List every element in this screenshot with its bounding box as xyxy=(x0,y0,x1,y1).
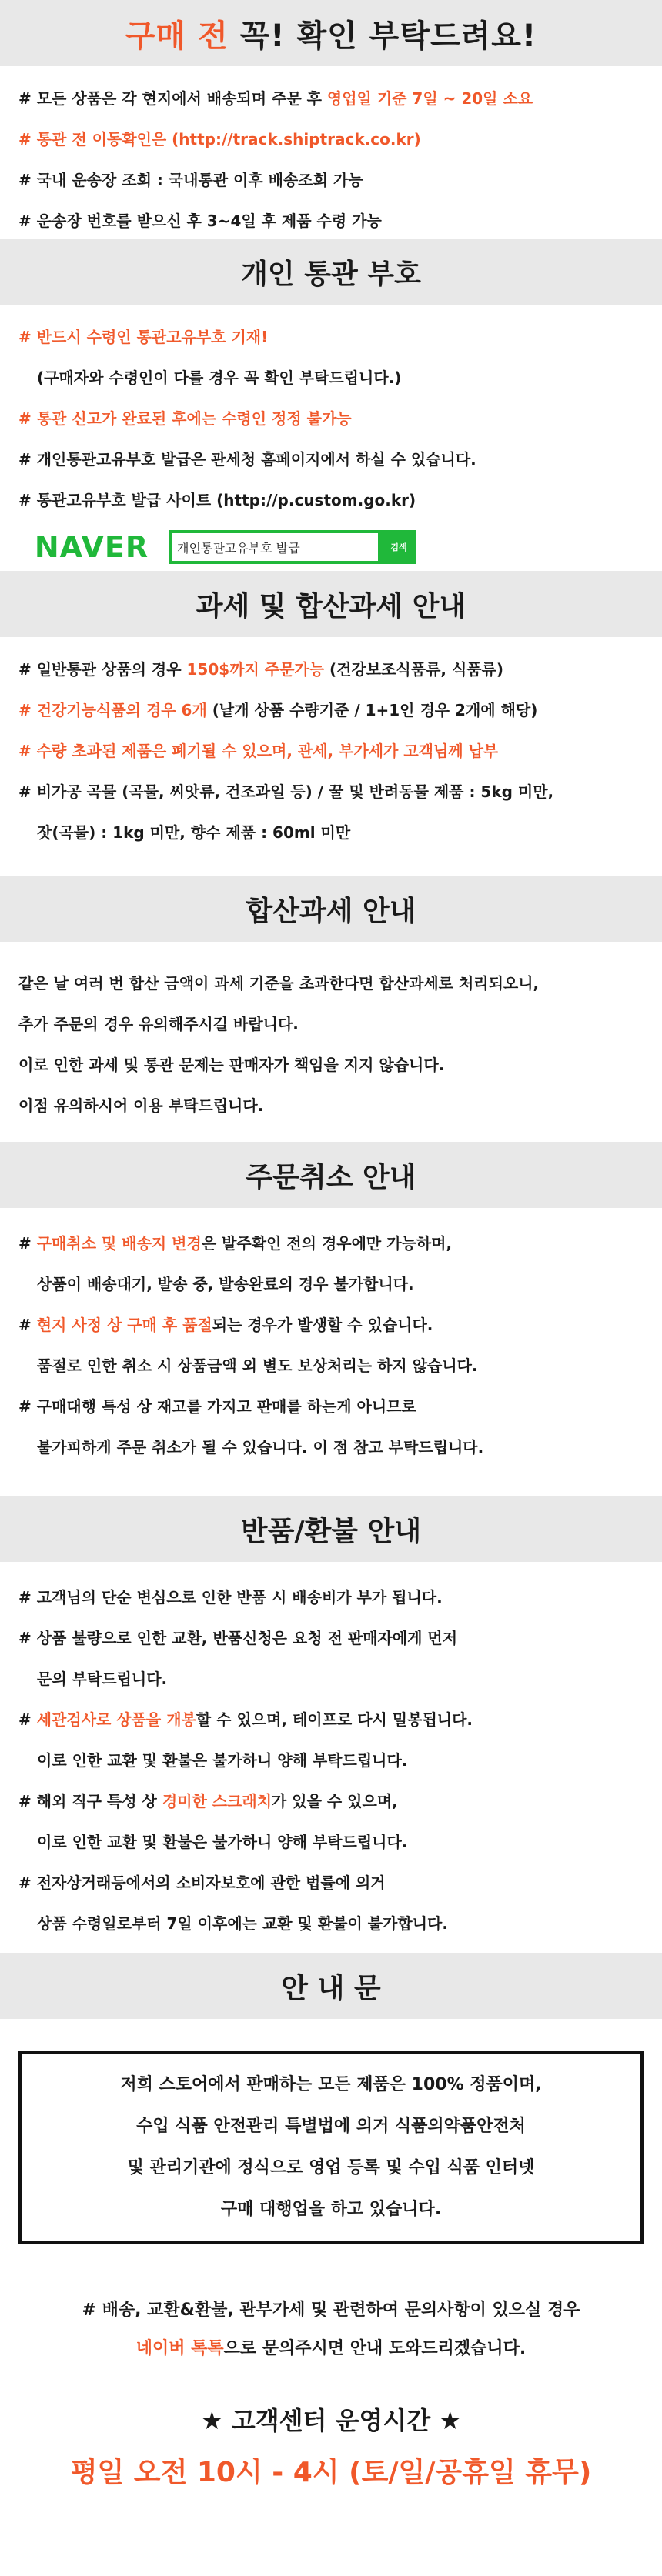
customs-title: 개인 통관 부호 xyxy=(241,258,421,290)
tax-line-2-highlight: # 건강기능식품의 경우 6개 xyxy=(18,701,207,719)
hours-value: 평일 오전 10시 - 4시 (토/일/공휴일 휴무) xyxy=(70,2457,592,2488)
business-hours xyxy=(0,2405,662,2490)
cancel-title: 주문취소 안내 xyxy=(246,1161,416,1193)
refund-line-6 xyxy=(18,1790,644,1812)
notice-box-line-3: 및 관리기관에 정식으로 영업 등록 및 수입 식품 인터넷 xyxy=(127,2158,535,2177)
naver-search-input: 개인통관고유부호 발급 xyxy=(169,530,381,564)
top-title-highlight: 구매 전 xyxy=(125,18,229,54)
refund-line-5: 이로 인한 교환 및 환불은 불가하니 양해 부탁드립니다. xyxy=(37,1751,408,1770)
refund-line-1: # 고객님의 단순 변심으로 인한 반품 시 배송비가 부가 됩니다. xyxy=(18,1588,443,1607)
cancel-line-3-bullet: # xyxy=(18,1316,37,1334)
cancel-header xyxy=(0,1142,662,1208)
naver-search-button: 검색 xyxy=(381,530,416,564)
tax-line-5: 잣(곡물) : 1kg 미만, 향수 제품 : 60ml 미만 xyxy=(37,823,351,842)
customs-line-5: # 통관고유부호 발급 사이트 (http://p.custom.go.kr) xyxy=(18,491,416,509)
refund-line-6-highlight: 경미한 스크래치 xyxy=(162,1792,272,1810)
top-line-2: # 통관 전 이동확인은 (http://track.shiptrack.co.kr) xyxy=(18,130,421,148)
combined-line-4: 이점 유의하시어 이용 부탁드립니다. xyxy=(18,1096,264,1115)
tax-line-1-rest: (건강보조식품류, 식품류) xyxy=(324,660,504,679)
combined-header xyxy=(0,876,662,942)
refund-line-4-bullet: # xyxy=(18,1710,37,1729)
hours-title: ★ 고객센터 운영시간 ★ xyxy=(200,2406,462,2435)
refund-line-8: # 전자상거래등에서의 소비자보호에 관한 법률에 의거 xyxy=(18,1874,386,1892)
cancel-line-5: # 구매대행 특성 상 재고를 가지고 판매를 하는게 아니므로 xyxy=(18,1397,416,1416)
notice-title: 안 내 문 xyxy=(281,1972,381,2004)
refund-line-4-highlight: 세관검사로 상품을 개봉 xyxy=(36,1710,196,1729)
top-title-rest: 꼭! 확인 부탁드려요! xyxy=(228,18,537,54)
notice-header xyxy=(0,1953,662,2019)
top-line-1-text: # 모든 상품은 각 현지에서 배송되며 주문 후 xyxy=(18,89,327,108)
top-line-3: # 국내 운송장 조회 : 국내통관 이후 배송조회 가능 xyxy=(18,171,363,189)
refund-section xyxy=(0,1562,662,1953)
combined-line-3: 이로 인한 과세 및 통관 문제는 판매자가 책임을 지지 않습니다. xyxy=(18,1056,445,1074)
combined-line-2: 추가 주문의 경우 유의해주시길 바랍니다. xyxy=(18,1015,299,1033)
top-line-1 xyxy=(18,88,644,109)
notice-box-line-4: 구매 대행업을 하고 있습니다. xyxy=(220,2200,442,2219)
tax-title: 과세 및 합산과세 안내 xyxy=(196,590,466,622)
tax-line-4: # 비가공 곡물 (곡물, 씨앗류, 건조과일 등) / 꿀 및 반려동물 제품 : 5kg 미만, xyxy=(18,782,554,801)
naver-logo: NAVER xyxy=(18,530,165,564)
refund-line-6-rest: 가 있을 수 있으며, xyxy=(272,1792,398,1810)
notice-box-line-2: 수입 식품 안전관리 특별법에 의거 식품의약품안전처 xyxy=(136,2117,526,2136)
refund-line-4 xyxy=(18,1709,644,1730)
customs-line-1: # 반드시 수령인 통관고유부호 기재! xyxy=(18,328,269,346)
cancel-line-1-rest: 은 발주확인 전의 경우에만 가능하며, xyxy=(201,1234,453,1253)
contact-line-2-rest: 으로 문의주시면 안내 도와드리겠습니다. xyxy=(223,2339,527,2358)
tax-section xyxy=(0,637,662,876)
cancel-line-1-highlight: 구매취소 및 배송지 변경 xyxy=(36,1234,202,1253)
naver-search-bar xyxy=(18,530,644,564)
refund-header xyxy=(0,1496,662,1562)
notice-box xyxy=(18,2051,644,2244)
contact-block xyxy=(0,2244,662,2361)
cancel-section xyxy=(0,1208,662,1496)
customs-section xyxy=(0,305,662,571)
notice-box-line-1: 저희 스토어에서 판매하는 모든 제품은 100% 정품이며, xyxy=(120,2075,542,2094)
cancel-line-1-bullet: # xyxy=(18,1234,37,1253)
tax-line-2 xyxy=(18,699,644,721)
contact-line-1: # 배송, 교환&환불, 관부가세 및 관련하여 문의사항이 있으실 경우 xyxy=(82,2301,580,2320)
refund-line-3: 문의 부탁드립니다. xyxy=(37,1670,168,1688)
tax-line-2-rest: (낱개 상품 수량기준 / 1+1인 경우 2개에 해당) xyxy=(206,701,538,719)
cancel-line-2: 상품이 배송대기, 발송 중, 발송완료의 경우 불가합니다. xyxy=(37,1275,414,1293)
refund-title: 반품/환불 안내 xyxy=(240,1515,422,1547)
refund-line-9: 상품 수령일로부터 7일 이후에는 교환 및 환불이 불가합니다. xyxy=(37,1914,448,1933)
combined-section xyxy=(0,942,662,1142)
refund-line-2: # 상품 불량으로 인한 교환, 반품신청은 요청 전 판매자에게 먼저 xyxy=(18,1629,458,1647)
refund-line-6-text: # 해외 직구 특성 상 xyxy=(18,1792,162,1810)
cancel-line-4: 품절로 인한 취소 시 상품금액 외 별도 보상처리는 하지 않습니다. xyxy=(37,1356,478,1375)
contact-line-2 xyxy=(8,2337,654,2361)
customs-line-3: # 통관 신고가 완료된 후에는 수령인 정정 불가능 xyxy=(18,409,352,428)
tax-line-3: # 수량 초과된 제품은 폐기될 수 있으며, 관세, 부가세가 고객님께 납부 xyxy=(18,742,499,760)
top-line-4: # 운송장 번호를 받으신 후 3~4일 후 제품 수령 가능 xyxy=(18,212,382,230)
cancel-line-3-rest: 되는 경우가 발생할 수 있습니다. xyxy=(212,1316,433,1334)
top-line-1-highlight: 영업일 기준 7일 ~ 20일 소요 xyxy=(326,89,533,108)
naver-talktalk-link[interactable]: 네이버 톡톡 xyxy=(135,2339,224,2358)
customs-line-4: # 개인통관고유부호 발급은 관세청 홈페이지에서 하실 수 있습니다. xyxy=(18,450,476,469)
cancel-line-3-highlight: 현지 사정 상 구매 후 품절 xyxy=(36,1316,212,1334)
tax-header xyxy=(0,571,662,637)
tax-line-1 xyxy=(18,659,644,680)
top-section xyxy=(0,66,662,239)
cancel-line-1 xyxy=(18,1233,644,1254)
top-title xyxy=(125,12,537,55)
top-header xyxy=(0,0,662,66)
customs-line-2: (구매자와 수령인이 다를 경우 꼭 확인 부탁드립니다.) xyxy=(37,369,402,387)
combined-line-1: 같은 날 여러 번 합산 금액이 과세 기준을 초과한다면 합산과세로 처리되오니, xyxy=(18,974,540,993)
cancel-line-3 xyxy=(18,1314,644,1336)
refund-line-7: 이로 인한 교환 및 환불은 불가하니 양해 부탁드립니다. xyxy=(37,1833,408,1851)
customs-header xyxy=(0,239,662,305)
tax-line-1-highlight: 150$까지 주문가능 xyxy=(186,660,325,679)
combined-title: 합산과세 안내 xyxy=(246,895,416,927)
refund-line-4-rest: 할 수 있으며, 테이프로 다시 밀봉됩니다. xyxy=(196,1710,473,1729)
notice-section xyxy=(0,2019,662,2490)
tax-line-1-text: # 일반통관 상품의 경우 xyxy=(18,660,187,679)
cancel-line-6: 불가피하게 주문 취소가 될 수 있습니다. 이 점 참고 부탁드립니다. xyxy=(37,1438,484,1457)
